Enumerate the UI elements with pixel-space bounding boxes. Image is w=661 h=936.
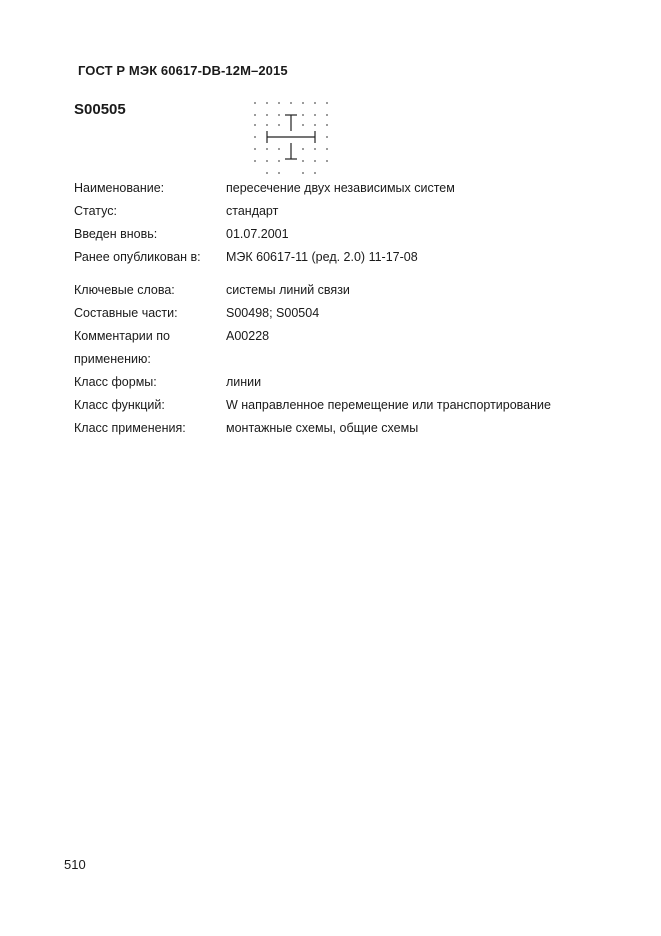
field-value: W направленное перемещение или транспортирование: [226, 398, 551, 412]
field-label: Класс функций:: [74, 398, 165, 412]
field-value: монтажные схемы, общие схемы: [226, 421, 419, 435]
field-label: Введен вновь:: [74, 227, 158, 241]
field-row-status: [74, 200, 614, 223]
field-row-application-notes: [74, 325, 614, 371]
field-value: 01.07.2001: [226, 227, 289, 241]
field-value: системы линий связи: [226, 283, 350, 297]
field-value: A00228: [226, 329, 270, 343]
field-label: Класс применения:: [74, 421, 186, 435]
field-label: Ключевые слова:: [74, 283, 175, 297]
field-label: Составные части:: [74, 306, 178, 320]
page-number: 510: [64, 857, 86, 872]
field-row-function-class: [74, 394, 614, 417]
field-label: Класс формы:: [74, 375, 157, 389]
symbol-code: S00505: [74, 101, 126, 118]
field-row-shape-class: [74, 371, 614, 394]
field-value: стандарт: [226, 204, 279, 218]
attribute-table: [74, 177, 614, 440]
field-label: Ранее опубликован в:: [74, 250, 201, 264]
field-row-keywords: [74, 279, 614, 302]
field-row-name: [74, 177, 614, 200]
field-value: пересечение двух независимых систем: [226, 181, 455, 195]
field-row-components: [74, 302, 614, 325]
field-row-introduced: [74, 223, 614, 246]
crossing-symbol-icon: [250, 96, 334, 176]
field-row-previously-published: [74, 246, 614, 269]
field-label: Наименование:: [74, 181, 165, 195]
document-header: ГОСТ Р МЭК 60617-DB-12M–2015: [78, 63, 288, 78]
field-label: Комментарии по применению:: [74, 329, 170, 366]
field-value: линии: [226, 375, 262, 389]
field-value: МЭК 60617-11 (ред. 2.0) 11-17-08: [226, 250, 418, 264]
field-row-application-class: [74, 417, 614, 440]
field-value: S00498; S00504: [226, 306, 320, 320]
field-label: Статус:: [74, 204, 117, 218]
